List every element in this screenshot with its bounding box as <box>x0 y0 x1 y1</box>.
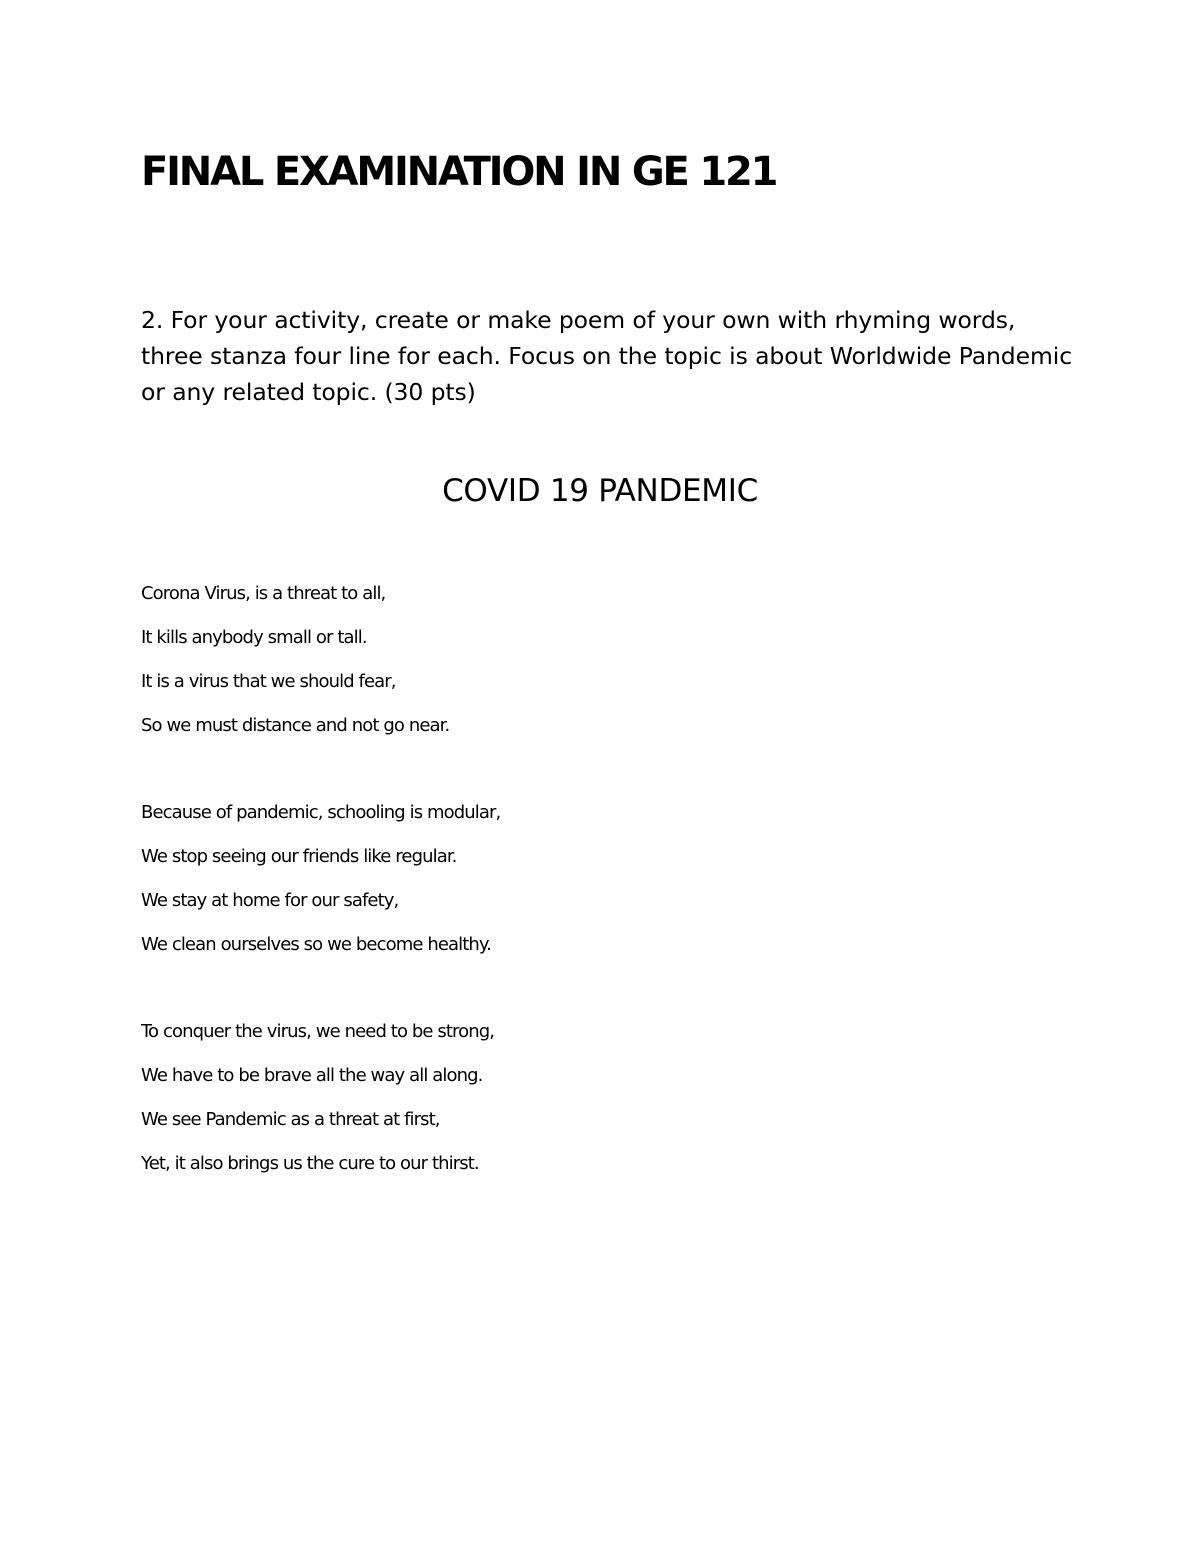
poem-line: We see Pandemic as a threat at first, <box>141 1109 440 1130</box>
poem-line: Because of pandemic, schooling is modular, <box>141 802 501 823</box>
poem-line: It is a virus that we should fear, <box>141 671 396 692</box>
poem-line: Yet, it also brings us the cure to our thirst. <box>141 1153 479 1174</box>
poem-line: We clean ourselves so we become healthy. <box>141 934 491 955</box>
poem-line: It kills anybody small or tall. <box>141 627 367 648</box>
poem-line: So we must distance and not go near. <box>141 715 450 736</box>
poem-title: COVID 19 PANDEMIC <box>442 473 758 509</box>
poem-line: Corona Virus, is a threat to all, <box>141 583 386 604</box>
question-prompt: 2. For your activity, create or make poem of your own with rhyming words, three stanza four line for each. Focus on the topic is about Worldwide Pandemic or any related topic. (30 pts) <box>141 306 1073 406</box>
stanza-3 <box>141 1010 1041 1186</box>
poem-line: We stay at home for our safety, <box>141 890 399 911</box>
stanza-2 <box>141 791 1041 967</box>
exam-title: FINAL EXAMINATION IN GE 121 <box>141 149 777 195</box>
poem-line: To conquer the virus, we need to be strong, <box>141 1021 495 1042</box>
stanza-1 <box>141 572 1041 748</box>
poem-line: We stop seeing our friends like regular. <box>141 846 457 867</box>
poem-body <box>141 572 1041 1229</box>
poem-line: We have to be brave all the way all along. <box>141 1065 483 1086</box>
